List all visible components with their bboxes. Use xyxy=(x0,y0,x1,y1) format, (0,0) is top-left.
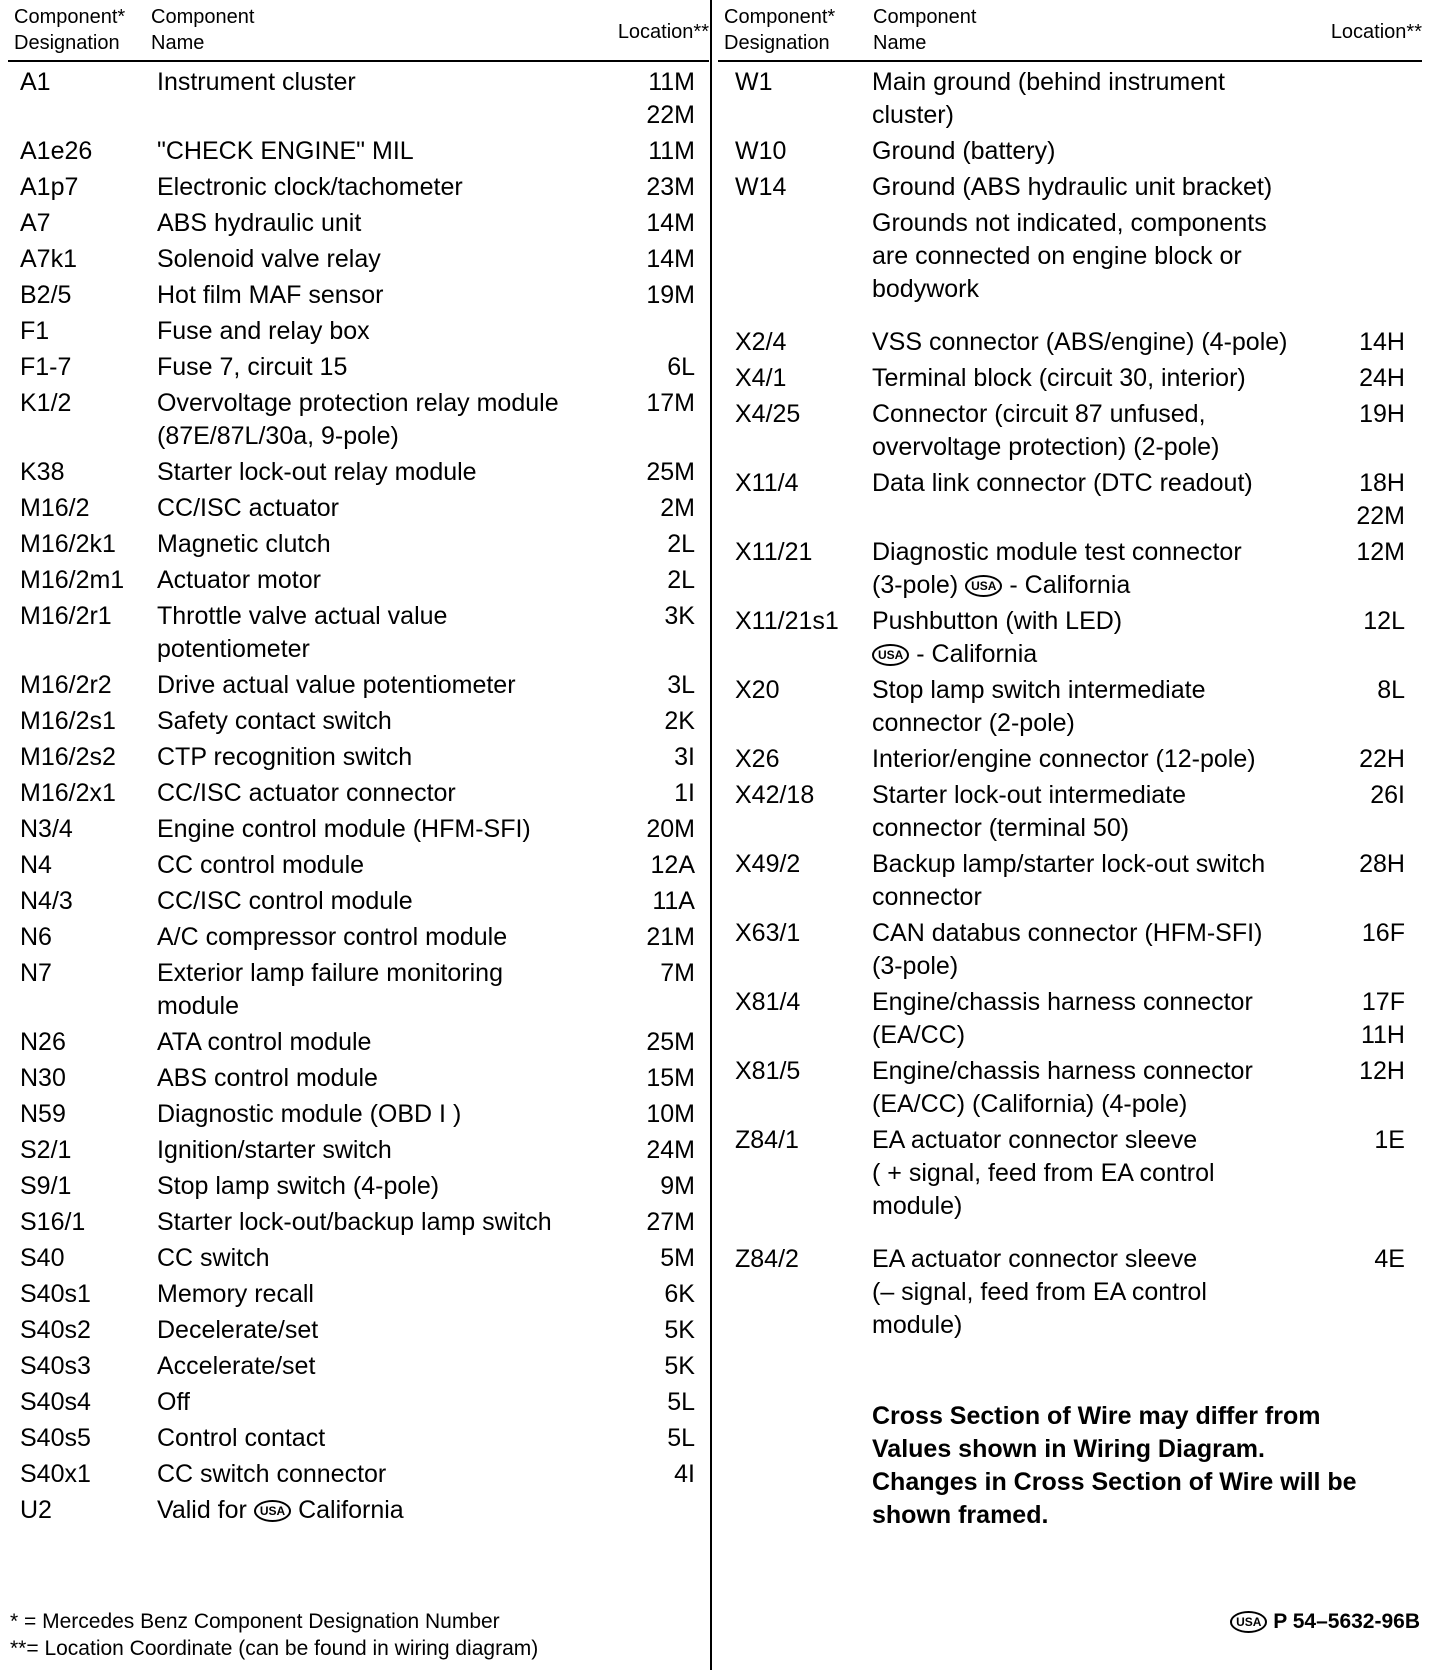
component-name-text: Decelerate/set xyxy=(157,1316,319,1344)
component-name-text: CC switch connector xyxy=(157,1460,387,1488)
component-name xyxy=(157,564,615,597)
component-name-text: Pushbutton (with LED) xyxy=(872,607,1123,635)
table-row xyxy=(20,777,695,810)
component-name xyxy=(157,741,615,774)
header-name: Component Name xyxy=(873,6,977,54)
component-designation: X63/1 xyxy=(735,919,801,947)
table-row xyxy=(735,1243,1405,1342)
component-name-text: Data link connector (DTC readout) xyxy=(872,469,1253,497)
component-name-text: Stop lamp switch intermediate connector (2-pole) xyxy=(872,676,1206,737)
component-name xyxy=(157,1206,615,1239)
component-name-text: Grounds not indicated, components are connected on engine block or bodywork xyxy=(872,209,1267,303)
table-row xyxy=(735,171,1405,204)
component-location: 3K xyxy=(664,602,695,630)
component-designation: U2 xyxy=(20,1496,52,1524)
component-name-text: Starter lock-out intermediate connector (terminal 50) xyxy=(872,781,1187,842)
table-row xyxy=(20,1062,695,1095)
component-designation: N3/4 xyxy=(20,815,73,843)
left-component-table xyxy=(20,66,695,1530)
component-name xyxy=(157,243,615,276)
component-name xyxy=(157,1314,615,1347)
component-designation: W1 xyxy=(735,68,773,96)
note-line-2: Changes in Cross Section of Wire will be shown framed. xyxy=(872,1468,1357,1529)
component-name xyxy=(872,1124,1335,1223)
table-row xyxy=(20,885,695,918)
component-designation: W10 xyxy=(735,137,787,165)
component-location: 10M xyxy=(646,1100,695,1128)
component-name-text: CC/ISC actuator xyxy=(157,494,340,522)
table-row xyxy=(735,207,1405,306)
component-designation: M16/2s2 xyxy=(20,743,116,771)
component-designation: X49/2 xyxy=(735,850,801,878)
component-location: 8L xyxy=(1377,676,1405,704)
table-row xyxy=(735,986,1405,1052)
component-designation: X4/1 xyxy=(735,364,787,392)
table-row xyxy=(20,207,695,240)
component-name xyxy=(872,362,1335,395)
component-name-text: CC/ISC actuator connector xyxy=(157,779,456,807)
component-name xyxy=(157,492,615,525)
component-name-text: Starter lock-out relay module xyxy=(157,458,477,486)
component-designation: M16/2 xyxy=(20,494,90,522)
component-name-suffix: - California xyxy=(1002,571,1131,599)
component-name xyxy=(157,171,615,204)
table-row xyxy=(20,387,695,453)
usa-badge-icon: USA xyxy=(1230,1611,1267,1633)
component-name-text: Main ground (behind instrument cluster) xyxy=(872,68,1225,129)
component-name-text: EA actuator connector sleeve (– signal, feed from EA control module) xyxy=(872,1245,1207,1339)
component-designation: N59 xyxy=(20,1100,66,1128)
component-name xyxy=(157,66,615,99)
header-name: Component Name xyxy=(151,6,255,54)
table-row xyxy=(20,1458,695,1491)
table-row xyxy=(20,1242,695,1275)
table-row xyxy=(735,398,1405,464)
component-location: 11A xyxy=(652,887,695,915)
component-designation: S40s3 xyxy=(20,1352,91,1380)
component-name-text: Diagnostic module test connector (3-pole) xyxy=(872,538,1242,599)
component-name-text: ABS control module xyxy=(157,1064,378,1092)
table-row xyxy=(20,1026,695,1059)
component-location: 5M xyxy=(660,1244,695,1272)
right-component-table xyxy=(735,66,1405,1345)
component-designation: S40s5 xyxy=(20,1424,91,1452)
component-location: 5K xyxy=(664,1352,695,1380)
component-designation: X11/21 xyxy=(735,538,813,566)
component-name-text: Accelerate/set xyxy=(157,1352,316,1380)
component-name xyxy=(157,1422,615,1455)
component-location: 20M xyxy=(646,815,695,843)
table-row xyxy=(20,456,695,489)
component-designation: A7k1 xyxy=(20,245,77,273)
component-name xyxy=(157,849,615,882)
table-row xyxy=(735,605,1405,671)
component-designation: X26 xyxy=(735,745,780,773)
table-row xyxy=(735,674,1405,740)
component-name-text: Engine control module (HFM-SFI) xyxy=(157,815,531,843)
component-name xyxy=(157,207,615,240)
component-name-text: Stop lamp switch (4-pole) xyxy=(157,1172,440,1200)
component-name xyxy=(872,848,1335,914)
component-name-text: CTP recognition switch xyxy=(157,743,413,771)
right-table-header xyxy=(718,0,1422,62)
component-name xyxy=(157,456,615,489)
component-location: 17M xyxy=(646,389,695,417)
component-name xyxy=(872,66,1335,132)
component-designation: A1p7 xyxy=(20,173,79,201)
component-name-text: Diagnostic module (OBD I ) xyxy=(157,1100,462,1128)
table-row xyxy=(20,1494,695,1527)
component-designation: M16/2r2 xyxy=(20,671,112,699)
table-row xyxy=(20,66,695,132)
table-row xyxy=(735,848,1405,914)
component-name-text: CC switch xyxy=(157,1244,270,1272)
table-row xyxy=(20,921,695,954)
component-location: 11M 22M xyxy=(646,68,695,129)
component-name xyxy=(157,1386,615,1419)
component-designation: Z84/2 xyxy=(735,1245,799,1273)
table-row xyxy=(20,1422,695,1455)
table-row xyxy=(20,492,695,525)
component-name-text: Interior/engine connector (12-pole) xyxy=(872,745,1256,773)
component-designation: X20 xyxy=(735,676,780,704)
table-row xyxy=(735,1124,1405,1223)
component-name-text: Throttle valve actual value potentiometer xyxy=(157,602,448,663)
component-name xyxy=(157,387,615,453)
component-designation: F1-7 xyxy=(20,353,72,381)
component-name xyxy=(157,1350,615,1383)
component-location: 12L xyxy=(1363,607,1405,635)
component-name xyxy=(157,315,615,348)
component-name-text: Terminal block (circuit 30, interior) xyxy=(872,364,1246,392)
document-reference xyxy=(1230,1608,1420,1635)
component-name xyxy=(157,1242,615,1275)
component-designation: X4/25 xyxy=(735,400,801,428)
component-location: 25M xyxy=(646,1028,695,1056)
component-designation: M16/2x1 xyxy=(20,779,116,807)
component-designation: X11/21s1 xyxy=(735,607,839,635)
table-row xyxy=(20,705,695,738)
component-location: 16F xyxy=(1361,919,1405,947)
component-location: 28H xyxy=(1359,850,1405,878)
component-name xyxy=(157,885,615,918)
component-location: 11M xyxy=(648,137,695,165)
component-name-text: Starter lock-out/backup lamp switch xyxy=(157,1208,552,1236)
table-row xyxy=(20,1170,695,1203)
usa-badge-icon: USA xyxy=(254,1500,291,1522)
component-designation: S40s1 xyxy=(20,1280,91,1308)
component-designation: A1 xyxy=(20,68,51,96)
component-location: 6L xyxy=(667,353,695,381)
component-name-text: Instrument cluster xyxy=(157,68,356,96)
component-designation: M16/2s1 xyxy=(20,707,116,735)
component-name xyxy=(157,1062,615,1095)
component-name-text: Connector (circuit 87 unfused, overvoltage protection) (2-pole) xyxy=(872,400,1220,461)
component-name xyxy=(872,674,1335,740)
table-row xyxy=(20,1206,695,1239)
component-name-text: ATA control module xyxy=(157,1028,372,1056)
table-row xyxy=(20,243,695,276)
component-name xyxy=(872,398,1335,464)
component-name xyxy=(872,1243,1335,1342)
component-location: 5L xyxy=(667,1388,695,1416)
component-name-text: Ignition/starter switch xyxy=(157,1136,392,1164)
component-name xyxy=(872,171,1335,204)
component-location: 2L xyxy=(667,530,695,558)
table-row xyxy=(20,957,695,1023)
usa-badge-icon: USA xyxy=(872,644,909,666)
component-name-text: CC/ISC control module xyxy=(157,887,413,915)
component-name xyxy=(157,957,615,1023)
component-designation: M16/2m1 xyxy=(20,566,125,594)
component-name xyxy=(872,743,1335,776)
component-name-text: Engine/chassis harness connector (EA/CC) (California) (4-pole) xyxy=(872,1057,1253,1118)
component-name xyxy=(157,1170,615,1203)
component-designation: X81/4 xyxy=(735,988,801,1016)
component-name xyxy=(157,1458,615,1491)
wire-cross-section-note xyxy=(872,1400,1392,1532)
table-row xyxy=(20,135,695,168)
table-row xyxy=(735,135,1405,168)
component-name xyxy=(157,1278,615,1311)
table-row xyxy=(735,66,1405,132)
table-row xyxy=(20,600,695,666)
component-designation: Z84/1 xyxy=(735,1126,799,1154)
component-name-text: Backup lamp/starter lock-out switch connector xyxy=(872,850,1266,911)
note-line-1: Cross Section of Wire may differ from Values shown in Wiring Diagram. xyxy=(872,1402,1321,1463)
component-designation: A7 xyxy=(20,209,51,237)
component-location: 17F 11H xyxy=(1360,988,1405,1049)
component-name xyxy=(872,326,1335,359)
component-location: 14M xyxy=(646,209,695,237)
component-name xyxy=(872,986,1335,1052)
component-designation: N26 xyxy=(20,1028,66,1056)
component-designation: X81/5 xyxy=(735,1057,801,1085)
table-row xyxy=(20,1386,695,1419)
table-row xyxy=(20,741,695,774)
component-designation: M16/2k1 xyxy=(20,530,116,558)
component-name-text: Safety contact switch xyxy=(157,707,392,735)
component-name-text: Control contact xyxy=(157,1424,326,1452)
table-row xyxy=(735,779,1405,845)
component-name-text: "CHECK ENGINE" MIL xyxy=(157,137,414,165)
component-name-text: Fuse 7, circuit 15 xyxy=(157,353,348,381)
component-name-text: Ground (battery) xyxy=(872,137,1056,165)
component-name xyxy=(157,600,615,666)
component-designation: K38 xyxy=(20,458,65,486)
component-designation: S9/1 xyxy=(20,1172,72,1200)
component-name-text: Electronic clock/tachometer xyxy=(157,173,463,201)
component-name xyxy=(157,279,615,312)
header-location: Location** xyxy=(617,21,709,43)
footnote-location: **= Location Coordinate (can be found in wiring diagram) xyxy=(10,1637,539,1660)
component-designation: N4/3 xyxy=(20,887,73,915)
header-designation: Component* Designation xyxy=(14,6,126,54)
footnotes xyxy=(10,1608,538,1662)
component-name-text: Memory recall xyxy=(157,1280,314,1308)
component-name-text: Overvoltage protection relay module (87E/87L/30a, 9-pole) xyxy=(157,389,559,450)
component-location: 23M xyxy=(646,173,695,201)
component-name xyxy=(872,779,1335,845)
component-designation: S40s4 xyxy=(20,1388,91,1416)
component-location: 7M xyxy=(660,959,695,987)
component-designation: N30 xyxy=(20,1064,66,1092)
component-location: 12M xyxy=(1356,538,1405,566)
component-location: 25M xyxy=(646,458,695,486)
footnote-designation: * = Mercedes Benz Component Designation Number xyxy=(10,1610,500,1633)
component-location: 2K xyxy=(664,707,695,735)
component-name-text: Engine/chassis harness connector (EA/CC) xyxy=(872,988,1253,1049)
table-row xyxy=(20,351,695,384)
component-name xyxy=(157,1098,615,1131)
component-name-text: Fuse and relay box xyxy=(157,317,370,345)
component-name-suffix: California xyxy=(291,1496,404,1524)
component-designation: F1 xyxy=(20,317,50,345)
component-name xyxy=(157,813,615,846)
component-designation: S40 xyxy=(20,1244,65,1272)
component-location: 9M xyxy=(660,1172,695,1200)
component-name-text: Hot film MAF sensor xyxy=(157,281,384,309)
component-name xyxy=(157,135,615,168)
component-name-text: CAN databus connector (HFM-SFI) (3-pole) xyxy=(872,919,1263,980)
component-name xyxy=(157,351,615,384)
table-row xyxy=(20,1134,695,1167)
component-name xyxy=(872,467,1335,500)
component-designation: M16/2r1 xyxy=(20,602,112,630)
component-designation: A1e26 xyxy=(20,137,93,165)
component-name xyxy=(157,669,615,702)
component-name-text: Exterior lamp failure monitoring module xyxy=(157,959,503,1020)
component-location: 4I xyxy=(674,1460,695,1488)
component-location: 14H xyxy=(1359,328,1405,356)
component-location: 5K xyxy=(664,1316,695,1344)
component-location: 14M xyxy=(646,245,695,273)
table-row xyxy=(735,467,1405,533)
component-location: 24M xyxy=(646,1136,695,1164)
component-designation: S2/1 xyxy=(20,1136,72,1164)
table-row xyxy=(735,743,1405,776)
left-table-header xyxy=(8,0,709,62)
component-designation: S40x1 xyxy=(20,1460,91,1488)
component-location: 3I xyxy=(674,743,695,771)
component-name-text: Valid for xyxy=(157,1496,254,1524)
component-name xyxy=(872,135,1335,168)
table-row xyxy=(735,917,1405,983)
component-name-text: VSS connector (ABS/engine) (4-pole) xyxy=(872,328,1288,356)
component-location: 2M xyxy=(660,494,695,522)
component-name xyxy=(872,917,1335,983)
component-designation: K1/2 xyxy=(20,389,72,417)
component-name xyxy=(872,207,1335,306)
component-designation: X11/4 xyxy=(735,469,799,497)
table-row xyxy=(20,849,695,882)
component-name-text: Actuator motor xyxy=(157,566,321,594)
component-location: 21M xyxy=(646,923,695,951)
component-name-text: Magnetic clutch xyxy=(157,530,331,558)
table-row xyxy=(20,1350,695,1383)
header-location: Location** xyxy=(1330,21,1422,43)
table-row xyxy=(735,326,1405,359)
component-name-text: EA actuator connector sleeve ( + signal, feed from EA control module) xyxy=(872,1126,1215,1220)
reference-code: P 54–5632-96B xyxy=(1273,1610,1420,1633)
component-location: 24H xyxy=(1359,364,1405,392)
component-location: 1E xyxy=(1374,1126,1405,1154)
table-row xyxy=(735,362,1405,395)
component-name-text: CC control module xyxy=(157,851,365,879)
table-row xyxy=(20,528,695,561)
component-designation: X2/4 xyxy=(735,328,787,356)
component-name-text: Off xyxy=(157,1388,190,1416)
component-location: 15M xyxy=(646,1064,695,1092)
component-location: 12A xyxy=(650,851,695,879)
table-row xyxy=(20,669,695,702)
component-name-suffix: - California xyxy=(909,640,1038,668)
component-designation: N7 xyxy=(20,959,52,987)
component-location: 3L xyxy=(667,671,695,699)
header-designation: Component* Designation xyxy=(724,6,836,54)
component-designation: S40s2 xyxy=(20,1316,91,1344)
component-designation: W14 xyxy=(735,173,787,201)
component-designation: X42/18 xyxy=(735,781,815,809)
table-row xyxy=(735,536,1405,602)
table-row xyxy=(20,279,695,312)
component-location: 27M xyxy=(646,1208,695,1236)
component-location: 19M xyxy=(646,281,695,309)
component-location: 26I xyxy=(1370,781,1405,809)
table-row xyxy=(20,315,695,348)
component-location: 22H xyxy=(1359,745,1405,773)
component-location: 5L xyxy=(667,1424,695,1452)
column-divider xyxy=(710,0,712,1670)
component-name xyxy=(157,705,615,738)
usa-badge-icon: USA xyxy=(965,575,1002,597)
component-name xyxy=(872,605,1335,671)
component-designation: B2/5 xyxy=(20,281,72,309)
table-row xyxy=(20,1314,695,1347)
component-name xyxy=(157,1026,615,1059)
component-name xyxy=(157,1494,615,1527)
component-location: 18H 22M xyxy=(1356,469,1405,530)
table-row xyxy=(20,1278,695,1311)
component-name-text: ABS hydraulic unit xyxy=(157,209,362,237)
table-row xyxy=(735,1055,1405,1121)
component-name xyxy=(157,921,615,954)
component-designation: N4 xyxy=(20,851,52,879)
table-row xyxy=(20,171,695,204)
component-name-text: Solenoid valve relay xyxy=(157,245,381,273)
component-location: 6K xyxy=(664,1280,695,1308)
component-name xyxy=(157,777,615,810)
component-location: 4E xyxy=(1374,1245,1405,1273)
component-location: 19H xyxy=(1359,400,1405,428)
component-designation: N6 xyxy=(20,923,52,951)
component-name xyxy=(157,1134,615,1167)
component-name-text: A/C compressor control module xyxy=(157,923,508,951)
table-row xyxy=(20,564,695,597)
component-location: 12H xyxy=(1359,1057,1405,1085)
component-name xyxy=(157,528,615,561)
component-designation: S16/1 xyxy=(20,1208,86,1236)
table-row xyxy=(20,813,695,846)
component-name xyxy=(872,536,1335,602)
table-row xyxy=(20,1098,695,1131)
component-location: 1I xyxy=(674,779,695,807)
component-location: 2L xyxy=(667,566,695,594)
component-name-text: Drive actual value potentiometer xyxy=(157,671,516,699)
component-name xyxy=(872,1055,1335,1121)
component-name-text: Ground (ABS hydraulic unit bracket) xyxy=(872,173,1273,201)
